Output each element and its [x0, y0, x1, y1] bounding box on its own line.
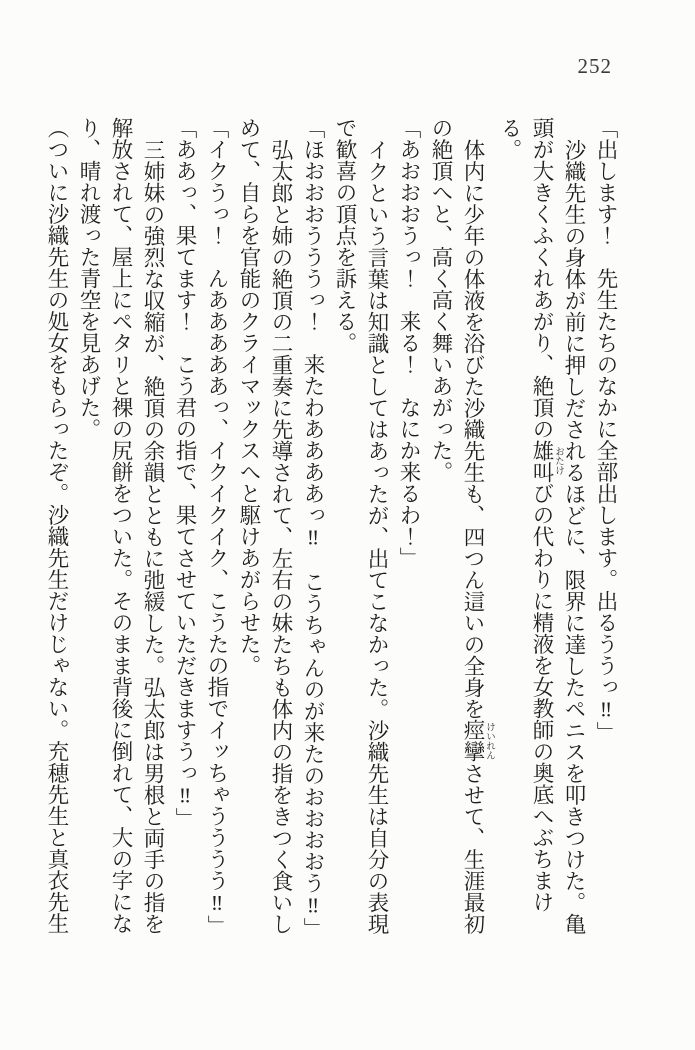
paragraph: 「あおおおうっ！ 来る！ なにか来るわ！」 [397, 117, 421, 569]
paragraph: 体内に少年の体液を浴びた沙織先生も、四つん這いの全身を痙攣 けいれんさせて、生涯最初の絶頂へと、高く高く舞いあがった。 [429, 117, 494, 934]
ruby-annotated-word: 雄叫 おたけ [530, 439, 563, 483]
paragraph: （ついに沙織先生の処女をもらったぞ。沙織先生だけじゃない。充穂先生と真衣先生 [45, 117, 69, 934]
paragraph: 弘太郎と姉の絶頂の二重奏に先導されて、左右の妹たちも体内の指をきつく食いしめて、自らを官能のクライマックスへと駆けあがらせた。 [237, 117, 293, 934]
paragraph: 「ああっ、果てます！ こう君の指で、果てさせていただきますうっ‼」 [173, 117, 197, 829]
page-number: 252 [577, 54, 612, 78]
paragraph: 沙織先生の身体が前に押しだされるほどに、限界に達したペニスを叩きつけた。亀頭が大きくふくれあがり、絶頂の雄叫 おたけびの代わりに精液を女教師の奥底へぶちまける。 [498, 117, 586, 934]
paragraph: 「出します！ 先生たちのなかに全部出します。出るううっ‼」 [594, 117, 618, 743]
paragraph: 「イクうっ！ んあああああっ、イクイクイク、こうたの指でイッちゃうううう‼」 [205, 117, 229, 937]
paragraph: 三姉妹の強烈な収縮が、絶頂の余韻とともに弛緩した。弘太郎は男根と両手の指を解放されて、屋上にペタリと裸の尻餅をついた。そのまま背後に倒れて、大の字になり、晴れ渡った青空を見あげた。 [77, 117, 165, 934]
furigana: おたけ [553, 439, 563, 483]
furigana: けいれん [484, 719, 494, 762]
body-text [41, 117, 622, 939]
paragraph: 「ほおおおうううっ！ 来たわああああっ‼ こうちゃんのが来たのおおおおう‼」 [301, 117, 325, 939]
paragraph: イクという言葉は知識としてはあったが、出てこなかった。沙織先生は自分の表現で歓喜の頂点を訴える。 [333, 117, 389, 934]
ruby-annotated-word: 痙攣 けいれん [461, 719, 494, 762]
